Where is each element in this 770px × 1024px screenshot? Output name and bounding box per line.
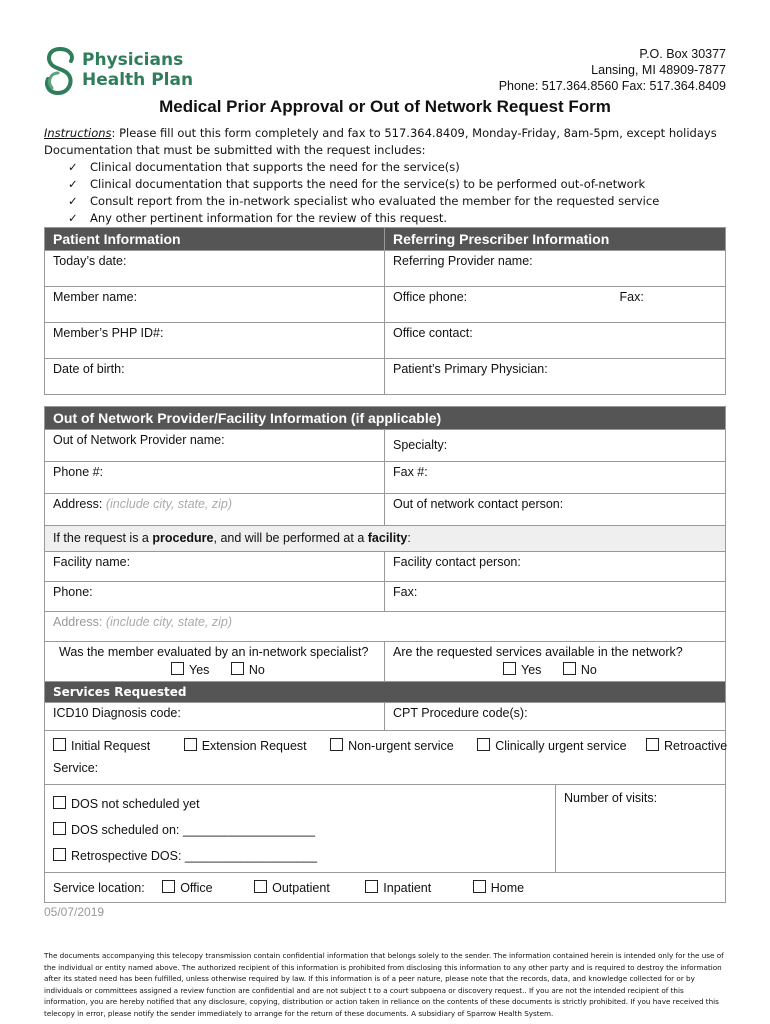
patient-info-header: Patient Information xyxy=(45,228,385,251)
facility-name-field[interactable]: Facility name: xyxy=(45,552,385,582)
member-id-field[interactable]: Member’s PHP ID#: xyxy=(45,323,385,359)
confidentiality-notice: The documents accompanying this telecopy transmission contain confidential information that belongs solely to the sender. The information contained herein is intended only for the use of the individual or entity named above. The authorized recipient of this information is prohibited from disclosing this information to any other party and is required to destroy the information after its stated need has been fulfilled, unless otherwise required by law. If this information is of a peer nature, please note that the records, data, and knowledge collected for or by individuals or committees assigned a review function are confidential and are not subject t to a court subpoena or discovery request.. If you are not the intended recipient of this information, you are hereby notified that any disclosure, copying, distribution or action taken in reliance on the contents of these documents is strictly prohibited. If you have received this telecopy in error, please notify the sender immediately to arrange for the return of these documents. A subsidiary of Sparrow Health System. xyxy=(44,951,724,1018)
icd10-field[interactable]: ICD10 Diagnosis code: xyxy=(45,703,385,731)
oon-provider-name-field[interactable]: Out of Network Provider name: xyxy=(45,430,385,462)
checkmark-icon: ✓ xyxy=(68,211,78,225)
office-phone-label: Office phone: xyxy=(393,290,468,304)
in-network-specialist-question: Was the member evaluated by an in-network specialist? Yes No xyxy=(45,642,385,682)
po-box: P.O. Box 30377 xyxy=(639,47,726,61)
office-phone-field[interactable] xyxy=(385,287,726,323)
request-form-table xyxy=(44,227,726,903)
cpt-field[interactable]: CPT Procedure code(s): xyxy=(385,703,726,731)
home-checkbox[interactable] xyxy=(473,880,486,893)
contact-address xyxy=(499,46,726,94)
no-checkbox[interactable] xyxy=(563,662,576,675)
specialty-field[interactable]: Specialty: xyxy=(385,430,726,462)
request-type-row: Initial Request Extension Request Non-urgent service Clinically urgent service Retroactive Service: xyxy=(45,731,726,785)
office-checkbox[interactable] xyxy=(162,880,175,893)
facility-contact-field[interactable]: Facility contact person: xyxy=(385,552,726,582)
non-urgent-checkbox[interactable] xyxy=(330,738,343,751)
facility-phone-field[interactable]: Phone: xyxy=(45,582,385,612)
number-of-visits-field[interactable]: Number of visits: xyxy=(556,785,726,873)
checkmark-icon: ✓ xyxy=(68,177,78,191)
logo-line2: Health Plan xyxy=(82,70,194,90)
dos-not-scheduled-checkbox[interactable] xyxy=(53,796,66,809)
retroactive-checkbox[interactable] xyxy=(646,738,659,751)
city-state-zip: Lansing, MI 48909-7877 xyxy=(591,63,726,77)
clinically-urgent-checkbox[interactable] xyxy=(477,738,490,751)
office-fax-label: Fax: xyxy=(619,290,644,304)
services-header: Services Requested xyxy=(45,682,726,703)
oon-info-header: Out of Network Provider/Facility Information (if applicable) xyxy=(45,407,726,430)
instructions-text: : Please fill out this form completely and fax to 517.364.8409, Monday-Friday, 8am-5pm, except holidays xyxy=(111,126,717,140)
yes-checkbox[interactable] xyxy=(171,662,184,675)
member-name-field[interactable]: Member name: xyxy=(45,287,385,323)
list-item: ✓ Clinical documentation that supports the need for the service(s) to be performed out-of-network xyxy=(68,177,646,191)
dos-options: DOS not scheduled yet DOS scheduled on: ___________________ Retrospective DOS: ___________________ xyxy=(45,785,556,873)
list-item: ✓ Clinical documentation that supports the need for the service(s) xyxy=(68,160,460,174)
facility-address-field[interactable]: Address: (include city, state, zip) xyxy=(45,612,726,642)
office-contact-field[interactable]: Office contact: xyxy=(385,323,726,359)
service-location-row: Service location: Office Outpatient Inpatient Home xyxy=(45,873,726,903)
form-title: Medical Prior Approval or Out of Network Request Form xyxy=(159,97,611,116)
address-hint: (include city, state, zip) xyxy=(105,497,233,511)
form-date: 05/07/2019 xyxy=(44,905,105,919)
oon-fax-field[interactable]: Fax #: xyxy=(385,462,726,494)
checkmark-icon: ✓ xyxy=(68,160,78,174)
phone-fax: Phone: 517.364.8560 Fax: 517.364.8409 xyxy=(498,79,726,93)
primary-physician-field[interactable]: Patient’s Primary Physician: xyxy=(385,359,726,395)
documentation-text: Documentation that must be submitted with the request includes: xyxy=(44,143,426,157)
no-checkbox[interactable] xyxy=(231,662,244,675)
initial-request-checkbox[interactable] xyxy=(53,738,66,751)
inpatient-checkbox[interactable] xyxy=(365,880,378,893)
service-label: Service: xyxy=(53,761,99,775)
logo-text xyxy=(82,50,193,90)
referring-provider-field[interactable]: Referring Provider name: xyxy=(385,251,726,287)
extension-request-checkbox[interactable] xyxy=(184,738,197,751)
dob-field[interactable]: Date of birth: xyxy=(45,359,385,395)
facility-fax-field[interactable]: Fax: xyxy=(385,582,726,612)
oon-phone-field[interactable]: Phone #: xyxy=(45,462,385,494)
checkmark-icon: ✓ xyxy=(68,194,78,208)
retrospective-dos-checkbox[interactable] xyxy=(53,848,66,861)
instructions-label: Instructions xyxy=(44,126,112,140)
oon-address-field[interactable]: Address: (include city, state, zip) xyxy=(45,494,385,526)
prescriber-info-header: Referring Prescriber Information xyxy=(385,228,726,251)
outpatient-checkbox[interactable] xyxy=(254,880,267,893)
yes-checkbox[interactable] xyxy=(503,662,516,675)
logo-line1: Physicians xyxy=(82,50,184,70)
dos-scheduled-checkbox[interactable] xyxy=(53,822,66,835)
network-availability-question: Are the requested services available in the network? Yes No xyxy=(385,642,726,682)
documentation-list xyxy=(44,159,717,227)
facility-intro: If the request is a procedure, and will be performed at a facility: xyxy=(45,526,726,552)
todays-date-field[interactable]: Today’s date: xyxy=(45,251,385,287)
instructions xyxy=(44,125,717,227)
oon-contact-field[interactable]: Out of network contact person: xyxy=(385,494,726,526)
list-item: ✓ Consult report from the in-network specialist who evaluated the member for the requested service xyxy=(68,194,660,208)
list-item: ✓ Any other pertinent information for the review of this request. xyxy=(68,211,447,225)
